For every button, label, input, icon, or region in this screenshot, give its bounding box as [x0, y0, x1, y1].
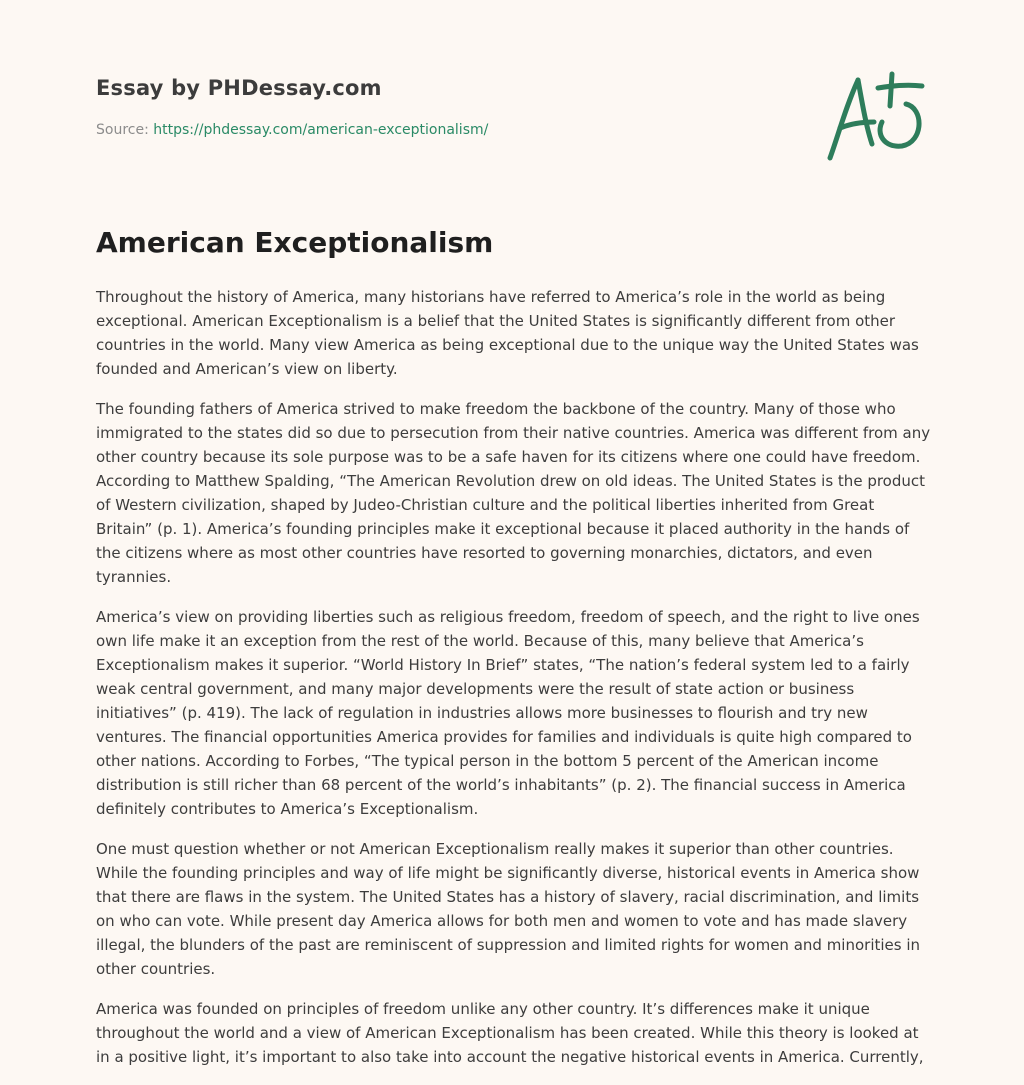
source-line [96, 122, 928, 138]
page-header [96, 76, 928, 138]
a-plus-grade-icon [820, 66, 930, 166]
essay-body [96, 285, 932, 1085]
source-link[interactable]: https://phdessay.com/american-exceptionalism/ [153, 122, 489, 138]
essay-paragraph: Throughout the history of America, many historians have referred to America’s role in the world as being exceptional. American Exceptionalism is a belief that the United States is significantly different from other countries in the world. Many view America as being exceptional due to the unique way the United States was founded and American’s view on liberty. [96, 288, 919, 378]
essay-paragraph: One must question whether or not American Exceptionalism really makes it superior than other countries. While the founding principles and way of life might be significantly diverse, historical events in America show that there are flaws in the system. The United States has a history of slavery, racial discrimination, and limits on who can vote. While present day America allows for both men and women to vote and has made slavery illegal, the blunders of the past are reminiscent of suppression and limited rights for women and minorities in other countries. [96, 840, 921, 978]
site-title: Essay by PHDessay.com [96, 76, 382, 100]
essay-title: American Exceptionalism [96, 226, 494, 259]
essay-paragraph: America was founded on principles of freedom unlike any other country. It’s differences make it unique throughout the world and a view of American Exceptionalism has been created. While this theory is looked at in a positive light, it’s important to also take into account the negative historical events in America. Currently, [96, 1000, 924, 1066]
source-label: Source: [96, 122, 149, 138]
essay-paragraph: The founding fathers of America strived to make freedom the backbone of the country. Many of those who immigrated to the states did so due to persecution from their native countries. America was different from any other country because its sole purpose was to be a safe haven for its citizens where one could have freedom. According to Matthew Spalding, “The American Revolution drew on old ideas. The United States is the product of Western civilization, shaped by Judeo-Christian culture and the political liberties inherited from Great Britain” (p. 1). America’s founding principles make it exceptional because it placed authority in the hands of the citizens where as most other countries have resorted to governing monarchies, dictators, and even tyrannies. [96, 400, 931, 586]
essay-paragraph: America’s view on providing liberties such as religious freedom, freedom of speech, and the right to live ones own life make it an exception from the rest of the world. Because of this, many believe that America’s Exceptionalism makes it superior. “World History In Brief” states, “The nation’s federal system led to a fairly weak central government, and many major developments were the result of state action or business initiatives” (p. 419). The lack of regulation in industries allows more businesses to flourish and try new ventures. The financial opportunities America provides for families and individuals is quite high compared to other nations. According to Forbes, “The typical person in the bottom 5 percent of the American income distribution is still richer than 68 percent of the world’s inhabitants” (p. 2). The financial success in America definitely contributes to America’s Exceptionalism. [96, 608, 920, 818]
